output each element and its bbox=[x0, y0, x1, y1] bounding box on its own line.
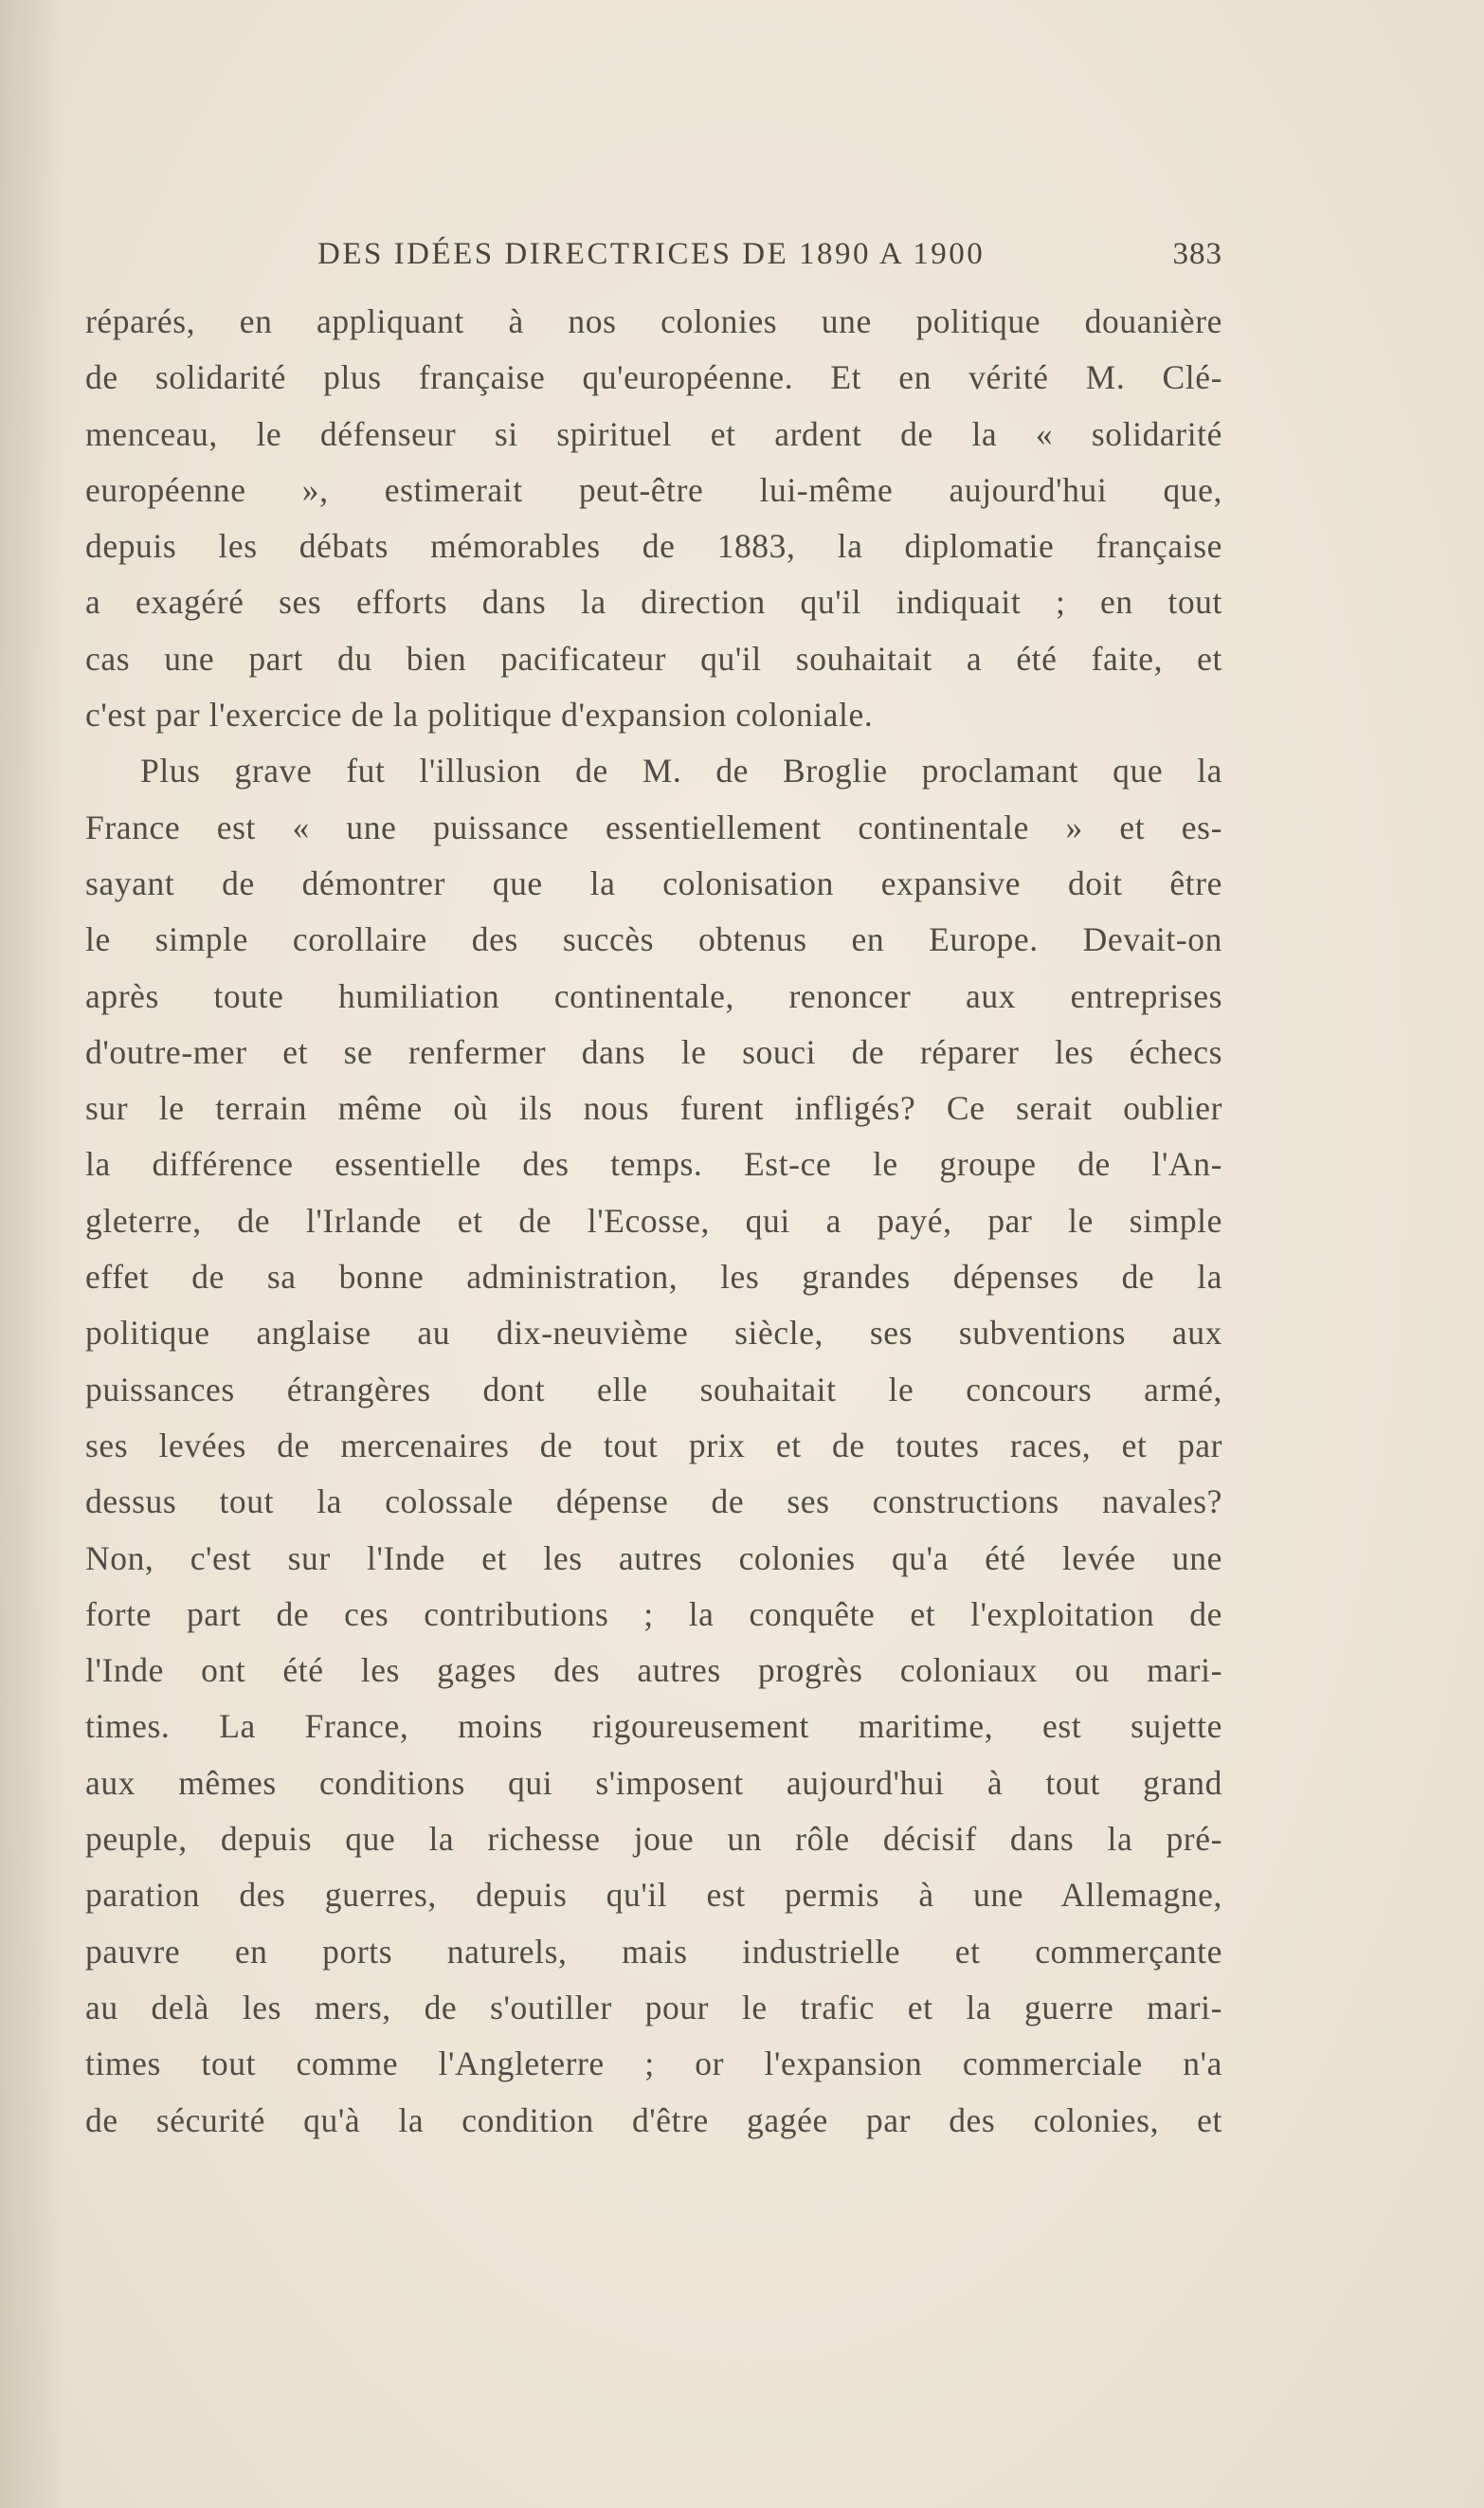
text-line: paration des guerres, depuis qu'il est permis à une Allemagne, bbox=[85, 1876, 1222, 1915]
text-line: menceau, le défenseur si spirituel et ardent de la « solidarité bbox=[85, 414, 1222, 453]
text-line: sur le terrain même où ils nous furent infligés? Ce serait oublier bbox=[85, 1089, 1222, 1128]
text-line: forte part de ces contributions ; la conquête et l'exploitation de bbox=[85, 1594, 1222, 1633]
text-line: politique anglaise au dix-neuvième siècle, ses subventions aux bbox=[85, 1314, 1222, 1353]
body-text bbox=[85, 294, 1222, 2149]
text-line: l'Inde ont été les gages des autres progrès coloniaux ou mari- bbox=[85, 1651, 1222, 1690]
text-line: effet de sa bonne administration, les grandes dépenses de la bbox=[85, 1258, 1222, 1297]
text-line: le simple corollaire des succès obtenus en Europe. Devait-on bbox=[85, 920, 1222, 959]
text-line: au delà les mers, de s'outiller pour le trafic et la guerre mari- bbox=[85, 1988, 1222, 2026]
text-line: peuple, depuis que la richesse joue un rôle décisif dans la pré- bbox=[85, 1820, 1222, 1859]
page-gutter-shadow bbox=[0, 0, 66, 2508]
text-line: puissances étrangères dont elle souhaitait le concours armé, bbox=[85, 1370, 1222, 1408]
text-line: Non, c'est sur l'Inde et les autres colonies qu'a été levée une bbox=[85, 1538, 1222, 1577]
text-line: après toute humiliation continentale, renoncer aux entreprises bbox=[85, 976, 1222, 1015]
text-line: de sécurité qu'à la condition d'être gagée par des colonies, et bbox=[85, 2100, 1222, 2139]
text-line: c'est par l'exercice de la politique d'expansion coloniale. bbox=[85, 696, 874, 735]
text-line: pauvre en ports naturels, mais industrielle et commerçante bbox=[85, 1932, 1222, 1971]
text-line: d'outre-mer et se renfermer dans le souci de réparer les échecs bbox=[85, 1032, 1222, 1071]
running-head bbox=[317, 237, 1222, 284]
text-line: réparés, en appliquant à nos colonies une politique douanière bbox=[85, 302, 1222, 340]
running-head-title: DES IDÉES DIRECTRICES DE 1890 A 1900 bbox=[317, 237, 986, 271]
text-line: times tout comme l'Angleterre ; or l'expansion commerciale n'a bbox=[85, 2045, 1222, 2083]
text-line: Plus grave fut l'illusion de M. de Broglie proclamant que la bbox=[140, 752, 1222, 791]
text-line: européenne », estimerait peut-être lui-même aujourd'hui que, bbox=[85, 470, 1222, 509]
text-line: dessus tout la colossale dépense de ses constructions navales? bbox=[85, 1482, 1222, 1521]
text-line: times. La France, moins rigoureusement maritime, est sujette bbox=[85, 1707, 1222, 1746]
text-line: de solidarité plus française qu'européenne. Et en vérité M. Clé- bbox=[85, 358, 1222, 397]
text-line: cas une part du bien pacificateur qu'il souhaitait a été faite, et bbox=[85, 639, 1222, 678]
text-line: ses levées de mercenaires de tout prix et de toutes races, et par bbox=[85, 1426, 1222, 1464]
text-line: aux mêmes conditions qui s'imposent aujourd'hui à tout grand bbox=[85, 1763, 1222, 1802]
text-line: sayant de démontrer que la colonisation expansive doit être bbox=[85, 863, 1222, 902]
text-line: a exagéré ses efforts dans la direction qu'il indiquait ; en tout bbox=[85, 583, 1222, 622]
text-line: la différence essentielle des temps. Est-ce le groupe de l'An- bbox=[85, 1145, 1222, 1184]
text-line: gleterre, de l'Irlande et de l'Ecosse, qui a payé, par le simple bbox=[85, 1201, 1222, 1240]
page-number: 383 bbox=[1172, 237, 1222, 271]
text-line: depuis les débats mémorables de 1883, la diplomatie française bbox=[85, 527, 1222, 566]
text-line: France est « une puissance essentiellement continentale » et es- bbox=[85, 808, 1222, 846]
